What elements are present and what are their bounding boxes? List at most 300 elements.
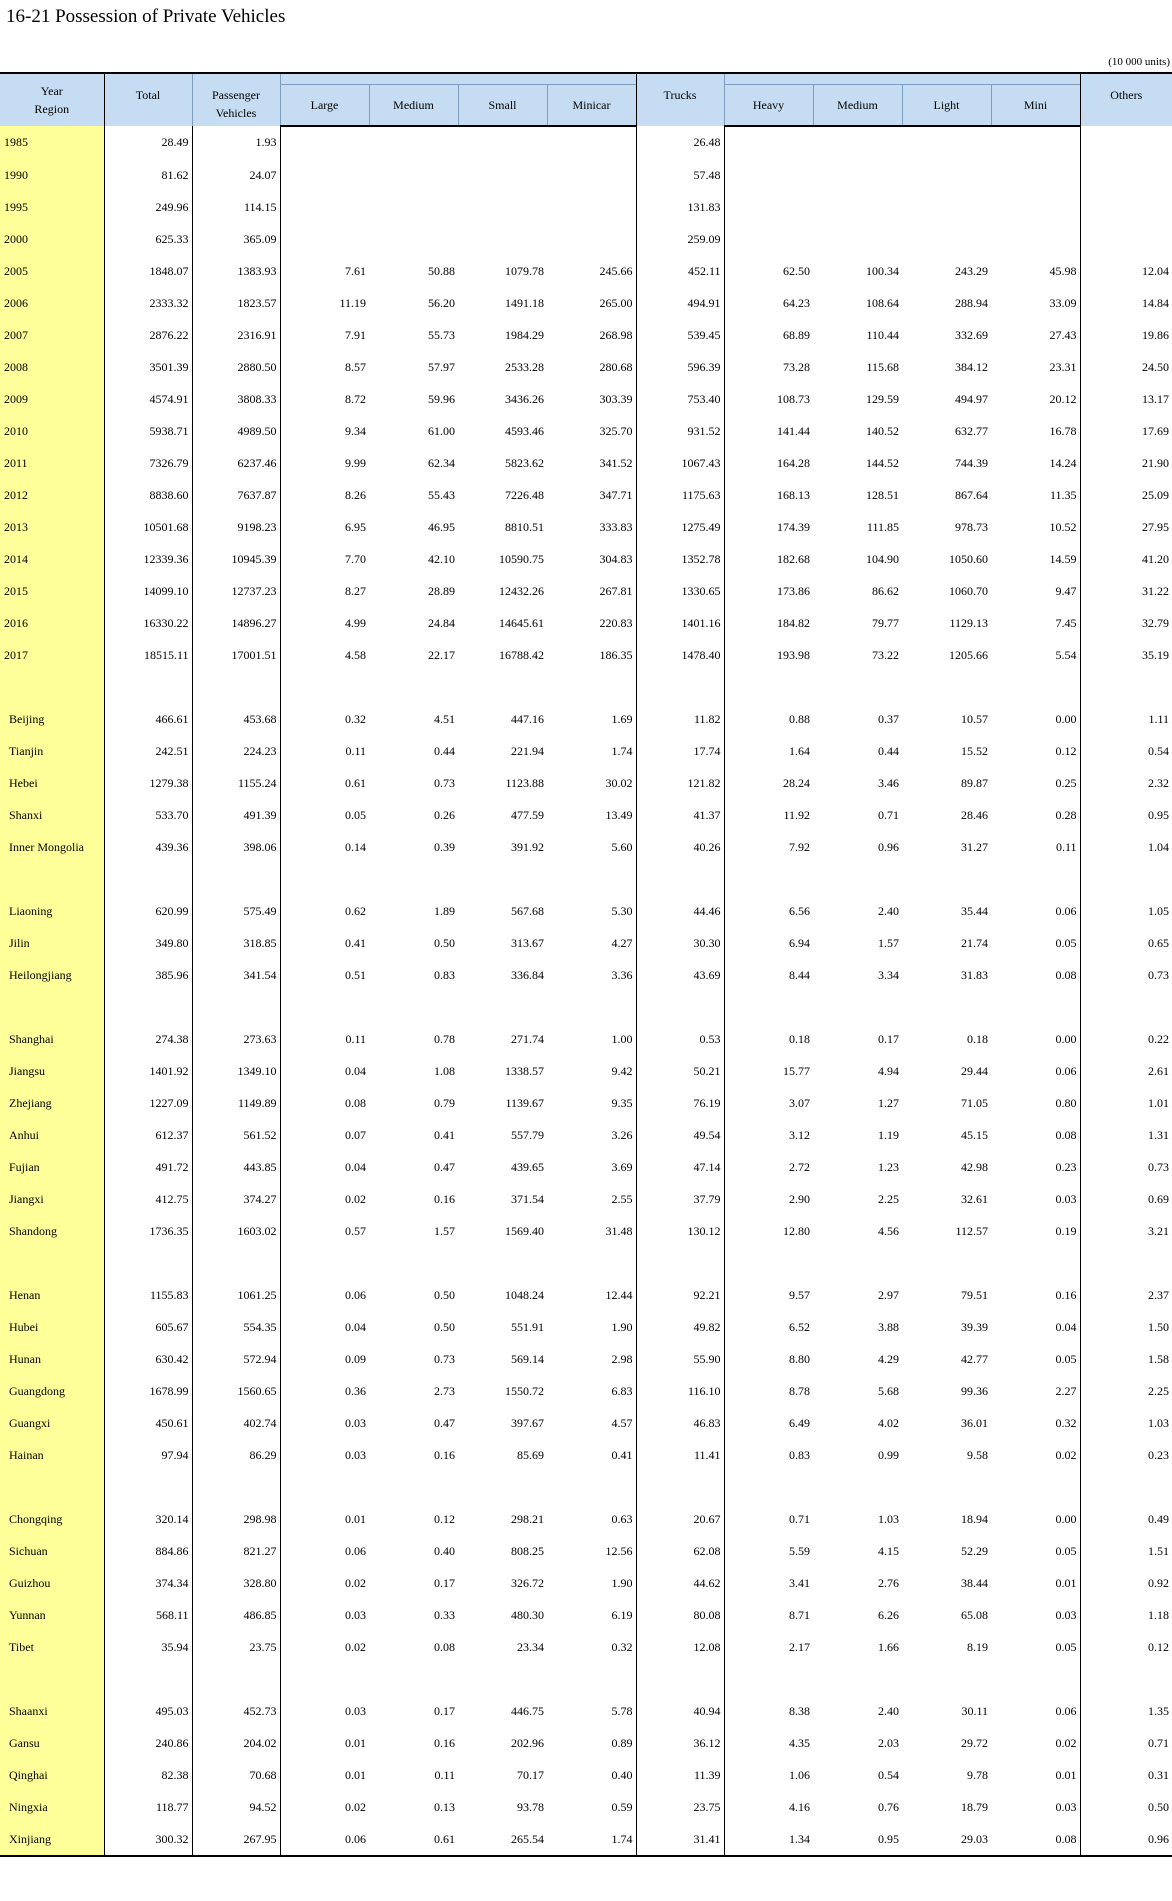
- table-cell: 4593.46: [505, 423, 544, 438]
- table-cell: [280, 223, 369, 255]
- table-cell: 0.06: [991, 1055, 1080, 1087]
- row-label: Zhejiang: [0, 1087, 104, 1119]
- table-row: [0, 287, 1172, 319]
- table-cell: [547, 191, 636, 223]
- table-cell: 40.26: [636, 831, 724, 863]
- table-cell: 4989.50: [192, 415, 280, 447]
- table-cell: 0.61: [369, 1823, 458, 1856]
- spacer-cell: [104, 671, 192, 703]
- table-cell: 12.56: [605, 1543, 633, 1558]
- table-cell: 533.70: [104, 799, 192, 831]
- row-label: Jiangsu: [0, 1055, 104, 1087]
- table-cell: 569.14: [511, 1351, 544, 1366]
- table-cell: 18.94: [961, 1511, 988, 1526]
- table-cell: 267.81: [599, 583, 633, 598]
- table-row: [0, 479, 1172, 511]
- table-row: [0, 159, 1172, 191]
- table-cell: 61.00: [428, 423, 455, 438]
- table-cell: 0.00: [991, 1023, 1080, 1055]
- table-cell: 76.19: [636, 1087, 724, 1119]
- row-label: Guizhou: [0, 1567, 104, 1599]
- table-cell: 480.30: [511, 1607, 544, 1622]
- table-cell: 0.01: [991, 1567, 1080, 1599]
- table-cell: 5.30: [611, 903, 633, 918]
- table-cell: 18.79: [961, 1799, 988, 1814]
- table-cell: 44.46: [636, 895, 724, 927]
- table-cell: 14.84: [1142, 295, 1169, 310]
- table-cell: 0.05: [991, 927, 1080, 959]
- table-cell: 56.20: [428, 295, 455, 310]
- table-cell: 24.84: [428, 615, 455, 630]
- table-cell: 23.31: [991, 351, 1080, 383]
- table-cell: 1330.65: [636, 575, 724, 607]
- table-cell: 204.02: [192, 1727, 280, 1759]
- table-cell: 30.30: [636, 927, 724, 959]
- spacer-cell: [724, 991, 813, 1023]
- table-cell: 0.05: [991, 1631, 1080, 1663]
- table-cell: 9.35: [611, 1095, 633, 1110]
- spacer-cell: [280, 863, 369, 895]
- table-cell: 35.94: [104, 1631, 192, 1663]
- table-cell: 6.49: [789, 1415, 810, 1430]
- table-cell: 115.68: [866, 359, 899, 374]
- table-row: [0, 1439, 1172, 1471]
- table-cell: 271.74: [511, 1031, 544, 1046]
- table-cell: 8.44: [789, 967, 810, 982]
- table-cell: 0.06: [280, 1823, 369, 1856]
- table-cell: 57.48: [636, 159, 724, 191]
- table-cell: 52.29: [961, 1543, 988, 1558]
- table-cell: 0.06: [345, 1287, 366, 1302]
- table-cell: 173.86: [777, 583, 810, 598]
- table-cell: 744.39: [955, 455, 988, 470]
- row-label: Shanxi: [0, 799, 104, 831]
- table-cell: [902, 223, 991, 255]
- spacer-cell: [369, 863, 458, 895]
- table-cell: 32.79: [1142, 615, 1169, 630]
- table-cell: 28.49: [104, 126, 192, 159]
- spacer-cell: [104, 863, 192, 895]
- table-cell: 0.02: [345, 1191, 366, 1206]
- table-cell: 1.00: [611, 1031, 633, 1046]
- table-cell: 3.07: [789, 1095, 810, 1110]
- table-cell: 0.99: [878, 1447, 899, 1462]
- table-cell: 10.57: [961, 711, 988, 726]
- spacer-cell: [636, 863, 724, 895]
- table-cell: 0.09: [345, 1351, 366, 1366]
- table-cell: 1279.38: [104, 767, 192, 799]
- table-cell: [458, 159, 547, 191]
- table-cell: 0.13: [434, 1799, 455, 1814]
- table-cell: 42.10: [428, 551, 455, 566]
- table-cell: 0.11: [991, 831, 1080, 863]
- table-row: [0, 511, 1172, 543]
- table-cell: 365.09: [192, 223, 280, 255]
- table-cell: 5.78: [611, 1703, 633, 1718]
- table-cell: 7.45: [991, 607, 1080, 639]
- table-row: [0, 1599, 1172, 1631]
- table-cell: 6.56: [789, 903, 810, 918]
- table-cell: 11.35: [991, 479, 1080, 511]
- row-label: Xinjiang: [0, 1823, 104, 1856]
- header-total: Total: [104, 73, 192, 126]
- table-cell: 240.86: [104, 1727, 192, 1759]
- table-cell: 1.18: [1148, 1607, 1169, 1622]
- table-cell: 1155.24: [192, 767, 280, 799]
- table-cell: 0.51: [345, 967, 366, 982]
- table-cell: 7226.48: [505, 487, 544, 502]
- table-cell: 21.90: [1142, 455, 1169, 470]
- table-cell: 1.89: [434, 903, 455, 918]
- table-cell: [991, 191, 1080, 223]
- spacer-row: [0, 671, 1172, 703]
- table-cell: 0.01: [345, 1735, 366, 1750]
- table-cell: 0.05: [991, 1535, 1080, 1567]
- row-label: Yunnan: [0, 1599, 104, 1631]
- table-cell: 1.34: [724, 1823, 813, 1856]
- table-cell: 280.68: [599, 359, 633, 374]
- table-row: [0, 1375, 1172, 1407]
- spacer-cell: [813, 863, 902, 895]
- table-cell: 12.08: [636, 1631, 724, 1663]
- table-cell: 0.96: [1080, 1823, 1172, 1856]
- table-row: [0, 255, 1172, 287]
- table-cell: 80.08: [636, 1599, 724, 1631]
- spacer-cell: [458, 1663, 547, 1695]
- table-cell: 466.61: [104, 703, 192, 735]
- table-cell: 0.12: [434, 1511, 455, 1526]
- table-cell: 14.59: [991, 543, 1080, 575]
- row-label: 2017: [0, 639, 104, 671]
- table-cell: [369, 191, 458, 223]
- spacer-cell: [991, 991, 1080, 1023]
- table-cell: 2.55: [611, 1191, 633, 1206]
- table-cell: 8.19: [967, 1639, 988, 1654]
- spacer-cell: [724, 1247, 813, 1279]
- table-cell: 5.54: [991, 639, 1080, 671]
- table-cell: 1984.29: [505, 327, 544, 342]
- table-cell: 141.44: [777, 423, 810, 438]
- table-cell: 477.59: [511, 807, 544, 822]
- table-cell: 0.16: [434, 1447, 455, 1462]
- spacer-cell: [280, 1663, 369, 1695]
- spacer-cell: [0, 1247, 104, 1279]
- row-label: 2012: [0, 479, 104, 511]
- table-cell: 31.41: [636, 1823, 724, 1856]
- table-cell: 0.61: [345, 775, 366, 790]
- table-cell: 9.42: [611, 1063, 633, 1078]
- table-cell: [280, 126, 369, 159]
- table-cell: 1848.07: [104, 255, 192, 287]
- spacer-cell: [902, 1471, 991, 1503]
- spacer-cell: [724, 863, 813, 895]
- row-label: Liaoning: [0, 895, 104, 927]
- table-cell: 71.05: [961, 1095, 988, 1110]
- table-cell: 2533.28: [505, 359, 544, 374]
- spacer-cell: [192, 991, 280, 1023]
- table-cell: 6.52: [789, 1319, 810, 1334]
- table-cell: 49.82: [636, 1311, 724, 1343]
- table-cell: 8.27: [345, 583, 366, 598]
- table-cell: 65.08: [961, 1607, 988, 1622]
- table-cell: 439.65: [511, 1159, 544, 1174]
- vehicle-table: [0, 72, 1172, 1857]
- header-trucks: Trucks: [636, 73, 724, 126]
- table-cell: 46.95: [428, 519, 455, 534]
- table-cell: [1080, 223, 1172, 255]
- table-cell: 447.16: [511, 711, 544, 726]
- table-cell: 112.57: [955, 1223, 988, 1238]
- table-cell: 2.17: [789, 1639, 810, 1654]
- table-cell: 0.00: [991, 703, 1080, 735]
- table-cell: 0.50: [434, 1287, 455, 1302]
- table-cell: 25.09: [1142, 487, 1169, 502]
- table-cell: 1139.67: [505, 1095, 544, 1110]
- row-label: Shandong: [0, 1215, 104, 1247]
- table-cell: 446.75: [511, 1703, 544, 1718]
- table-cell: 4.02: [878, 1415, 899, 1430]
- table-cell: 1050.60: [949, 551, 988, 566]
- table-row: [0, 735, 1172, 767]
- table-cell: 0.41: [345, 935, 366, 950]
- table-cell: [280, 191, 369, 223]
- table-cell: 144.52: [866, 455, 899, 470]
- table-cell: 259.09: [636, 223, 724, 255]
- table-cell: 374.27: [192, 1183, 280, 1215]
- table-cell: 121.82: [636, 767, 724, 799]
- spacer-cell: [192, 863, 280, 895]
- row-label: Inner Mongolia: [0, 831, 104, 863]
- table-cell: [369, 223, 458, 255]
- table-cell: 2.98: [611, 1351, 633, 1366]
- table-cell: 867.64: [955, 487, 988, 502]
- table-cell: 1175.63: [636, 479, 724, 511]
- table-cell: 2316.91: [192, 319, 280, 351]
- table-cell: 9.58: [967, 1447, 988, 1462]
- table-cell: 572.94: [192, 1343, 280, 1375]
- table-cell: 62.34: [428, 455, 455, 470]
- row-label: 2000: [0, 223, 104, 255]
- row-label: Jilin: [0, 927, 104, 959]
- table-cell: 14099.10: [104, 575, 192, 607]
- table-cell: 491.72: [104, 1151, 192, 1183]
- table-cell: 8.71: [789, 1607, 810, 1622]
- table-cell: 13.17: [1142, 391, 1169, 406]
- header-region: Region: [34, 102, 70, 116]
- table-cell: 94.52: [192, 1791, 280, 1823]
- table-cell: 630.42: [104, 1343, 192, 1375]
- table-row: [0, 703, 1172, 735]
- spacer-cell: [280, 1471, 369, 1503]
- table-cell: 70.68: [192, 1759, 280, 1791]
- table-cell: 20.67: [636, 1503, 724, 1535]
- spacer-cell: [547, 1247, 636, 1279]
- table-cell: 0.11: [345, 743, 366, 758]
- table-cell: 10590.75: [499, 551, 544, 566]
- table-cell: 567.68: [511, 903, 544, 918]
- table-cell: 4.58: [345, 647, 366, 662]
- row-label: 2009: [0, 383, 104, 415]
- table-cell: 1560.65: [192, 1375, 280, 1407]
- row-label: Shaanxi: [0, 1695, 104, 1727]
- table-cell: 318.85: [192, 927, 280, 959]
- table-cell: 45.15: [961, 1127, 988, 1142]
- table-cell: 100.34: [866, 263, 899, 278]
- table-cell: 2.97: [878, 1287, 899, 1302]
- table-cell: 268.98: [599, 327, 633, 342]
- table-cell: 0.63: [611, 1511, 633, 1526]
- spacer-row: [0, 1471, 1172, 1503]
- table-cell: 28.24: [783, 775, 810, 790]
- spacer-cell: [0, 1663, 104, 1695]
- table-cell: [724, 126, 813, 159]
- table-cell: 2.27: [991, 1375, 1080, 1407]
- table-cell: 3.69: [611, 1159, 633, 1174]
- header-year-region: [0, 73, 104, 126]
- table-cell: [458, 191, 547, 223]
- table-cell: 36.01: [961, 1415, 988, 1430]
- table-cell: 3.36: [611, 967, 633, 982]
- table-cell: 5.59: [789, 1543, 810, 1558]
- row-label: 2010: [0, 415, 104, 447]
- table-cell: 202.96: [511, 1735, 544, 1750]
- spacer-cell: [724, 671, 813, 703]
- table-cell: 39.39: [961, 1319, 988, 1334]
- table-cell: 7.61: [345, 263, 366, 278]
- table-cell: 8810.51: [505, 519, 544, 534]
- spacer-cell: [813, 1247, 902, 1279]
- table-cell: 4.51: [434, 711, 455, 726]
- table-cell: 11.82: [636, 703, 724, 735]
- spacer-cell: [0, 991, 104, 1023]
- table-cell: 0.62: [345, 903, 366, 918]
- table-row: [0, 639, 1172, 671]
- table-cell: 439.36: [104, 831, 192, 863]
- table-cell: 1.50: [1148, 1319, 1169, 1334]
- spacer-cell: [991, 671, 1080, 703]
- table-cell: [813, 191, 902, 223]
- table-cell: 1.03: [878, 1511, 899, 1526]
- header-passenger-group: [280, 73, 636, 85]
- table-cell: 0.14: [345, 839, 366, 854]
- table-cell: 1.31: [1148, 1127, 1169, 1142]
- spacer-cell: [991, 1247, 1080, 1279]
- table-cell: 8.26: [345, 487, 366, 502]
- table-row: [0, 543, 1172, 575]
- spacer-cell: [458, 991, 547, 1023]
- table-cell: 50.88: [428, 263, 455, 278]
- table-cell: 11.92: [783, 807, 810, 822]
- table-cell: 0.83: [434, 967, 455, 982]
- table-cell: 27.95: [1142, 519, 1169, 534]
- table-cell: 491.39: [192, 799, 280, 831]
- table-cell: 108.73: [777, 391, 810, 406]
- table-row: [0, 1407, 1172, 1439]
- table-cell: 12432.26: [499, 583, 544, 598]
- header-year: Year: [40, 84, 63, 98]
- table-cell: [724, 223, 813, 255]
- table-row: [0, 1791, 1172, 1823]
- table-cell: 978.73: [955, 519, 988, 534]
- table-cell: 7.91: [345, 327, 366, 342]
- table-cell: 1.90: [611, 1319, 633, 1334]
- spacer-row: [0, 1247, 1172, 1279]
- spacer-cell: [547, 1471, 636, 1503]
- table-cell: 341.52: [599, 455, 633, 470]
- table-body: [0, 126, 1172, 1856]
- table-cell: [458, 126, 547, 159]
- table-cell: 0.17: [878, 1031, 899, 1046]
- table-cell: 9198.23: [192, 511, 280, 543]
- table-cell: 245.66: [599, 263, 633, 278]
- spacer-cell: [280, 1247, 369, 1279]
- table-cell: 0.92: [1148, 1575, 1169, 1590]
- table-cell: 397.67: [511, 1415, 544, 1430]
- table-cell: 73.28: [783, 359, 810, 374]
- table-cell: 1569.40: [505, 1223, 544, 1238]
- table-cell: 64.23: [783, 295, 810, 310]
- table-cell: 1048.24: [505, 1287, 544, 1302]
- table-cell: 186.35: [599, 647, 633, 662]
- table-cell: [547, 159, 636, 191]
- row-label: 2005: [0, 255, 104, 287]
- table-cell: 0.41: [434, 1127, 455, 1142]
- header-mini: Mini: [991, 85, 1080, 127]
- table-cell: 8.80: [789, 1351, 810, 1366]
- table-cell: 36.12: [636, 1727, 724, 1759]
- table-cell: 884.86: [104, 1535, 192, 1567]
- table-cell: 10.52: [991, 511, 1080, 543]
- table-row: [0, 959, 1172, 991]
- table-cell: 4.27: [611, 935, 633, 950]
- table-cell: 14.24: [991, 447, 1080, 479]
- table-cell: 0.78: [434, 1031, 455, 1046]
- table-cell: 3.41: [789, 1575, 810, 1590]
- table-row: [0, 607, 1172, 639]
- table-cell: 0.18: [789, 1031, 810, 1046]
- table-cell: 89.87: [961, 775, 988, 790]
- table-cell: [902, 191, 991, 223]
- table-cell: 2333.32: [104, 287, 192, 319]
- table-cell: 1550.72: [505, 1383, 544, 1398]
- table-cell: 0.49: [1148, 1511, 1169, 1526]
- table-cell: 2.03: [878, 1735, 899, 1750]
- table-cell: 11.41: [636, 1439, 724, 1471]
- table-cell: 10945.39: [192, 543, 280, 575]
- table-cell: [458, 223, 547, 255]
- table-cell: 0.44: [434, 743, 455, 758]
- table-cell: 16330.22: [104, 607, 192, 639]
- table-cell: 12.44: [605, 1287, 633, 1302]
- table-cell: [547, 223, 636, 255]
- row-label: 2015: [0, 575, 104, 607]
- table-cell: 0.73: [1148, 1159, 1169, 1174]
- table-cell: 0.04: [345, 1159, 366, 1174]
- table-cell: 86.62: [872, 583, 899, 598]
- table-cell: 0.40: [611, 1767, 633, 1782]
- table-cell: 37.79: [636, 1183, 724, 1215]
- table-cell: 1.06: [789, 1767, 810, 1782]
- table-cell: 1149.89: [192, 1087, 280, 1119]
- table-cell: 1.90: [611, 1575, 633, 1590]
- table-cell: 1.69: [611, 711, 633, 726]
- table-cell: [902, 159, 991, 191]
- spacer-cell: [547, 1663, 636, 1695]
- table-cell: 5938.71: [104, 415, 192, 447]
- table-cell: 298.98: [192, 1503, 280, 1535]
- table-cell: 23.75: [636, 1791, 724, 1823]
- table-cell: 4.16: [789, 1799, 810, 1814]
